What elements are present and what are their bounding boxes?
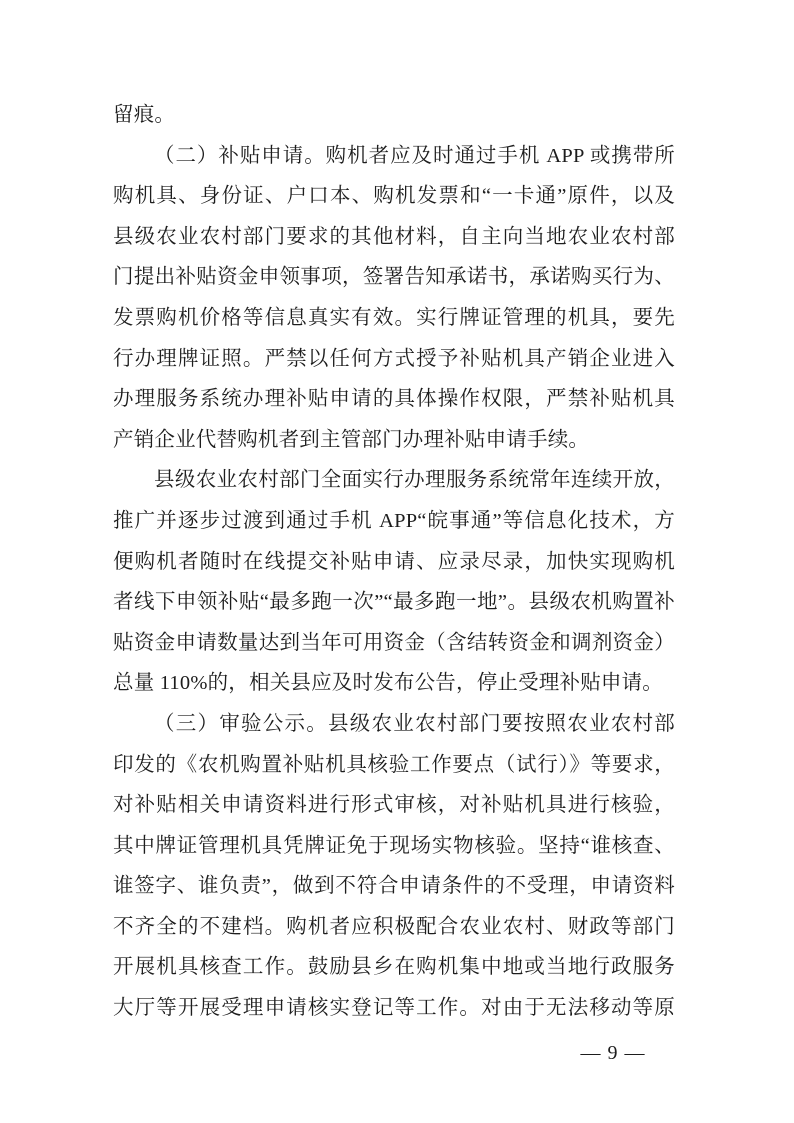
text-line: 县级农业农村部门全面实行办理服务系统常年连续开放， bbox=[154, 469, 675, 492]
text-line: 贴资金申请数量达到当年可用资金（含结转资金和调剂资金） bbox=[113, 631, 675, 654]
text-line: 开展机具核查工作。鼓励县乡在购机集中地或当地行政服务 bbox=[113, 956, 675, 979]
text-line: 留痕。 bbox=[113, 104, 176, 126]
text-line: （二）补贴申请。购机者应及时通过手机 APP 或携带所 bbox=[154, 144, 675, 167]
text-line: 不齐全的不建档。购机者应积极配合农业农村、财政等部门 bbox=[113, 915, 675, 938]
text-line: 其中牌证管理机具凭牌证免于现场实物核验。坚持“谁核查、 bbox=[113, 834, 675, 857]
text-line: 总量 110%的，相关县应及时发布公告，停止受理补贴申请。 bbox=[113, 672, 663, 695]
text-line: 者线下申领补贴“最多跑一次”“最多跑一地”。县级农机购置补 bbox=[113, 591, 675, 614]
text-line: 印发的《农机购置补贴机具核验工作要点（试行）》等要求， bbox=[113, 753, 675, 776]
text-line: 推广并逐步过渡到通过手机 APP“皖事通”等信息化技术，方 bbox=[113, 509, 675, 532]
page-number: — 9 — bbox=[580, 1042, 646, 1064]
text-line: 行办理牌证照。严禁以任何方式授予补贴机具产销企业进入 bbox=[113, 347, 675, 370]
document-body bbox=[113, 95, 675, 1029]
text-line: 购机具、身份证、户口本、购机发票和“一卡通”原件，以及 bbox=[113, 185, 675, 208]
text-line: 县级农业农村部门要求的其他材料，自主向当地农业农村部 bbox=[113, 225, 675, 248]
text-line: 大厅等开展受理申请核实登记等工作。对由于无法移动等原 bbox=[113, 997, 675, 1020]
text-line: （三）审验公示。县级农业农村部门要按照农业农村部 bbox=[154, 712, 675, 735]
text-line: 发票购机价格等信息真实有效。实行牌证管理的机具，要先 bbox=[113, 306, 675, 329]
text-line: 对补贴相关申请资料进行形式审核，对补贴机具进行核验， bbox=[113, 794, 675, 817]
text-line: 门提出补贴资金申领事项，签署告知承诺书，承诺购买行为、 bbox=[113, 266, 675, 289]
text-line: 产销企业代替购机者到主管部门办理补贴申请手续。 bbox=[113, 428, 590, 451]
text-line: 便购机者随时在线提交补贴申请、应录尽录，加快实现购机 bbox=[113, 550, 675, 573]
text-line: 办理服务系统办理补贴申请的具体操作权限，严禁补贴机具 bbox=[113, 388, 675, 411]
text-line: 谁签字、谁负责”，做到不符合申请条件的不受理，申请资料 bbox=[113, 875, 675, 898]
